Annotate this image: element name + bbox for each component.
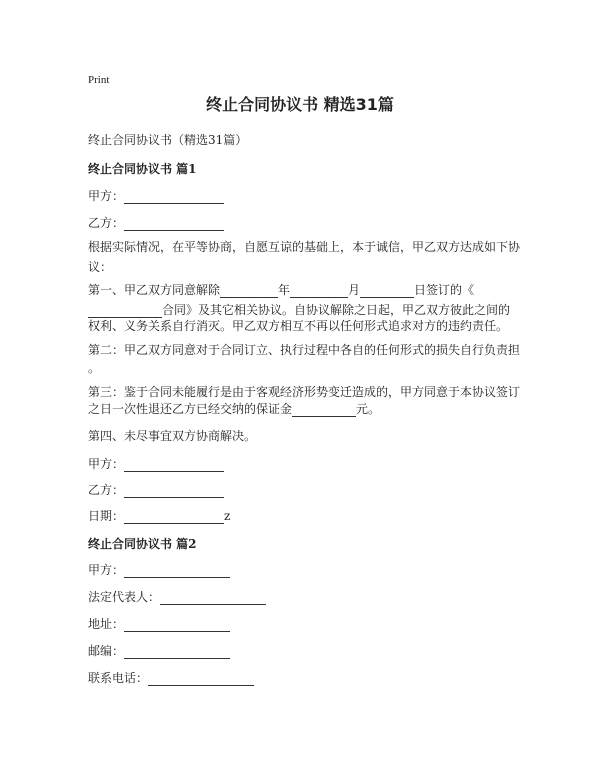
party-b-blank xyxy=(124,218,224,231)
section2-postcode xyxy=(88,643,230,659)
clause3-unit: 元。 xyxy=(356,402,381,416)
sign-party-b xyxy=(88,482,224,498)
clause3-text: 之日一次性退还乙方已经交纳的保证金 xyxy=(88,402,293,416)
clause1-month-blank xyxy=(290,285,348,298)
sign-party-a xyxy=(88,456,224,472)
clause1-start: 第一、甲乙双方同意解除 xyxy=(88,283,221,297)
date-blank xyxy=(124,511,224,524)
party-a-blank xyxy=(124,191,224,204)
legal-rep-blank xyxy=(160,592,266,605)
s2-party-a-label: 甲方： xyxy=(88,563,125,577)
clause1-line3: 权利、义务关系自行消灭。甲乙双方相互不再以任何形式追求对方的违约责任。 xyxy=(88,319,509,333)
section2-address xyxy=(88,616,230,632)
date-label: 日期： xyxy=(88,509,125,523)
phone-label: 联系电话： xyxy=(88,671,149,685)
sign-date xyxy=(88,508,230,524)
section1-intro: 根据实际情况，在平等协商，自愿互谅的基础上，本于诚信，甲乙双方达成如下协 xyxy=(88,240,521,254)
clause2-line2: 。 xyxy=(88,361,101,375)
deposit-blank xyxy=(292,404,356,417)
clause1-month: 月 xyxy=(348,283,361,297)
clause4: 第四、未尽事宜双方协商解决。 xyxy=(88,429,257,443)
section2-phone xyxy=(88,670,254,686)
s2-party-a-blank xyxy=(124,565,230,578)
section1-party-a xyxy=(88,188,224,204)
legal-rep-label: 法定代表人： xyxy=(88,590,161,604)
sign-a-label: 甲方： xyxy=(88,457,125,471)
clause1-contract-blank xyxy=(88,305,162,318)
section1-intro-end: 议： xyxy=(88,260,113,274)
print-label[interactable]: Print xyxy=(88,74,110,86)
section2-legal-rep xyxy=(88,589,266,605)
section2-heading: 终止合同协议书 篇2 xyxy=(88,537,197,551)
clause3-line1: 第三：鉴于合同未能履行是由于客观经济形势变迁造成的，甲方同意于本协议签订 xyxy=(88,385,521,399)
postcode-label: 邮编： xyxy=(88,644,125,658)
address-label: 地址： xyxy=(88,617,125,631)
phone-blank xyxy=(148,673,254,686)
section1-party-b xyxy=(88,215,224,231)
document-subtitle: 终止合同协议书（精选31篇） xyxy=(88,133,248,147)
party-a-label: 甲方： xyxy=(88,189,125,203)
sign-b-blank xyxy=(124,485,224,498)
clause1-day: 日签订的《 xyxy=(414,283,475,297)
section2-party-a xyxy=(88,562,230,578)
clause1-year: 年 xyxy=(278,283,291,297)
clause1-line2 xyxy=(88,302,510,318)
date-suffix: z xyxy=(224,509,231,523)
clause3-line2 xyxy=(88,401,380,417)
clause1-day-blank xyxy=(360,285,414,298)
clause1-year-blank xyxy=(220,285,278,298)
document-title: 终止合同协议书 精选31篇 xyxy=(206,95,394,114)
party-b-label: 乙方： xyxy=(88,216,125,230)
address-blank xyxy=(124,619,230,632)
clause2-line1: 第二：甲乙双方同意对于合同订立、执行过程中各自的任何形式的损失自行负责担 xyxy=(88,343,521,357)
postcode-blank xyxy=(124,646,230,659)
sign-b-label: 乙方： xyxy=(88,483,125,497)
sign-a-blank xyxy=(124,459,224,472)
section1-heading: 终止合同协议书 篇1 xyxy=(88,162,197,176)
clause1-line1 xyxy=(88,282,474,298)
clause1-contract: 合同》及其它相关协议。自协议解除之日起，甲乙双方彼此之间的 xyxy=(162,303,511,317)
